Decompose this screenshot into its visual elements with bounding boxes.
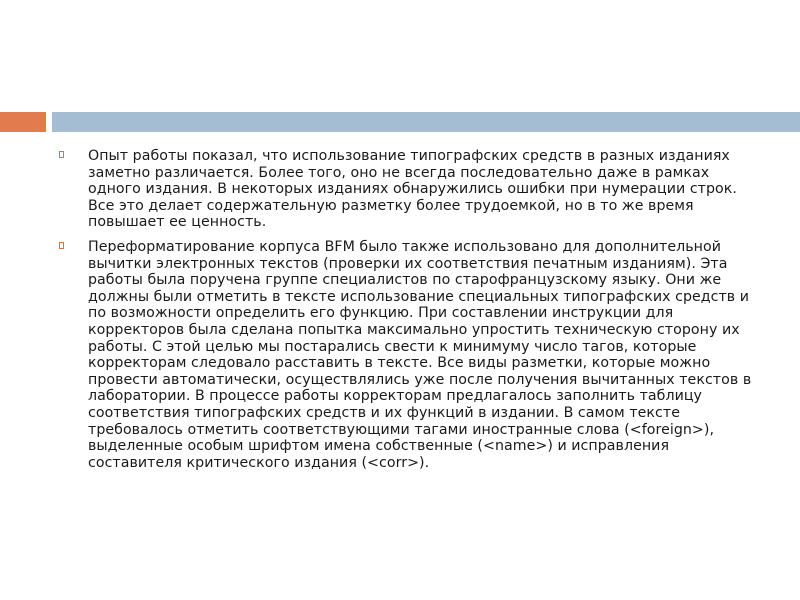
- accent-bar: [0, 112, 46, 132]
- square-bullet-icon: [59, 151, 64, 158]
- bullet-item: [0, 148, 800, 231]
- bullet-text: Опыт работы показал, что использование типографских средств в разных изданиях заметно различается. Более того, оно не всегда последовательно даже в рамках одного издания. В некоторых изданиях обнаружились ошибки при нумерации строк. Все это делает содержательную разметку более трудоемкой, но в то же время повышает ее ценность.: [88, 148, 737, 231]
- bullet-item: [0, 239, 800, 471]
- slide-content: [0, 148, 800, 479]
- title-bar: [52, 112, 800, 132]
- bullet-text: Переформатирование корпуса BFM было также использовано для дополнительной вычитки электронных текстов (проверки их соответствия печатным изданиям). Эта работы была поручена группе специалистов по старофранцузскому языку. Они же должны были отметить в тексте использование специальных типографских средств и по возможности определить его функцию. При составлении инструкции для корректоров была сделана попытка максимально упростить техническую сторону их работы. С этой целью мы постарались свести к минимуму число тагов, которые корректорам следовало расставить в тексте. Все виды разметки, которые можно провести автоматически, осуществлялись уже после получения вычитанных текстов в лаборатории. В процессе работы корректорам предлагалось заполнить таблицу соответствия типографских средств и их функций в издании. В самом тексте требовалось отметить соответствующими тагами иностранные слова (<foreign>), выделенные особым шрифтом имена собственные (<name>) и исправления составителя критического издания (<corr>).: [88, 238, 752, 471]
- square-bullet-icon: [59, 242, 64, 249]
